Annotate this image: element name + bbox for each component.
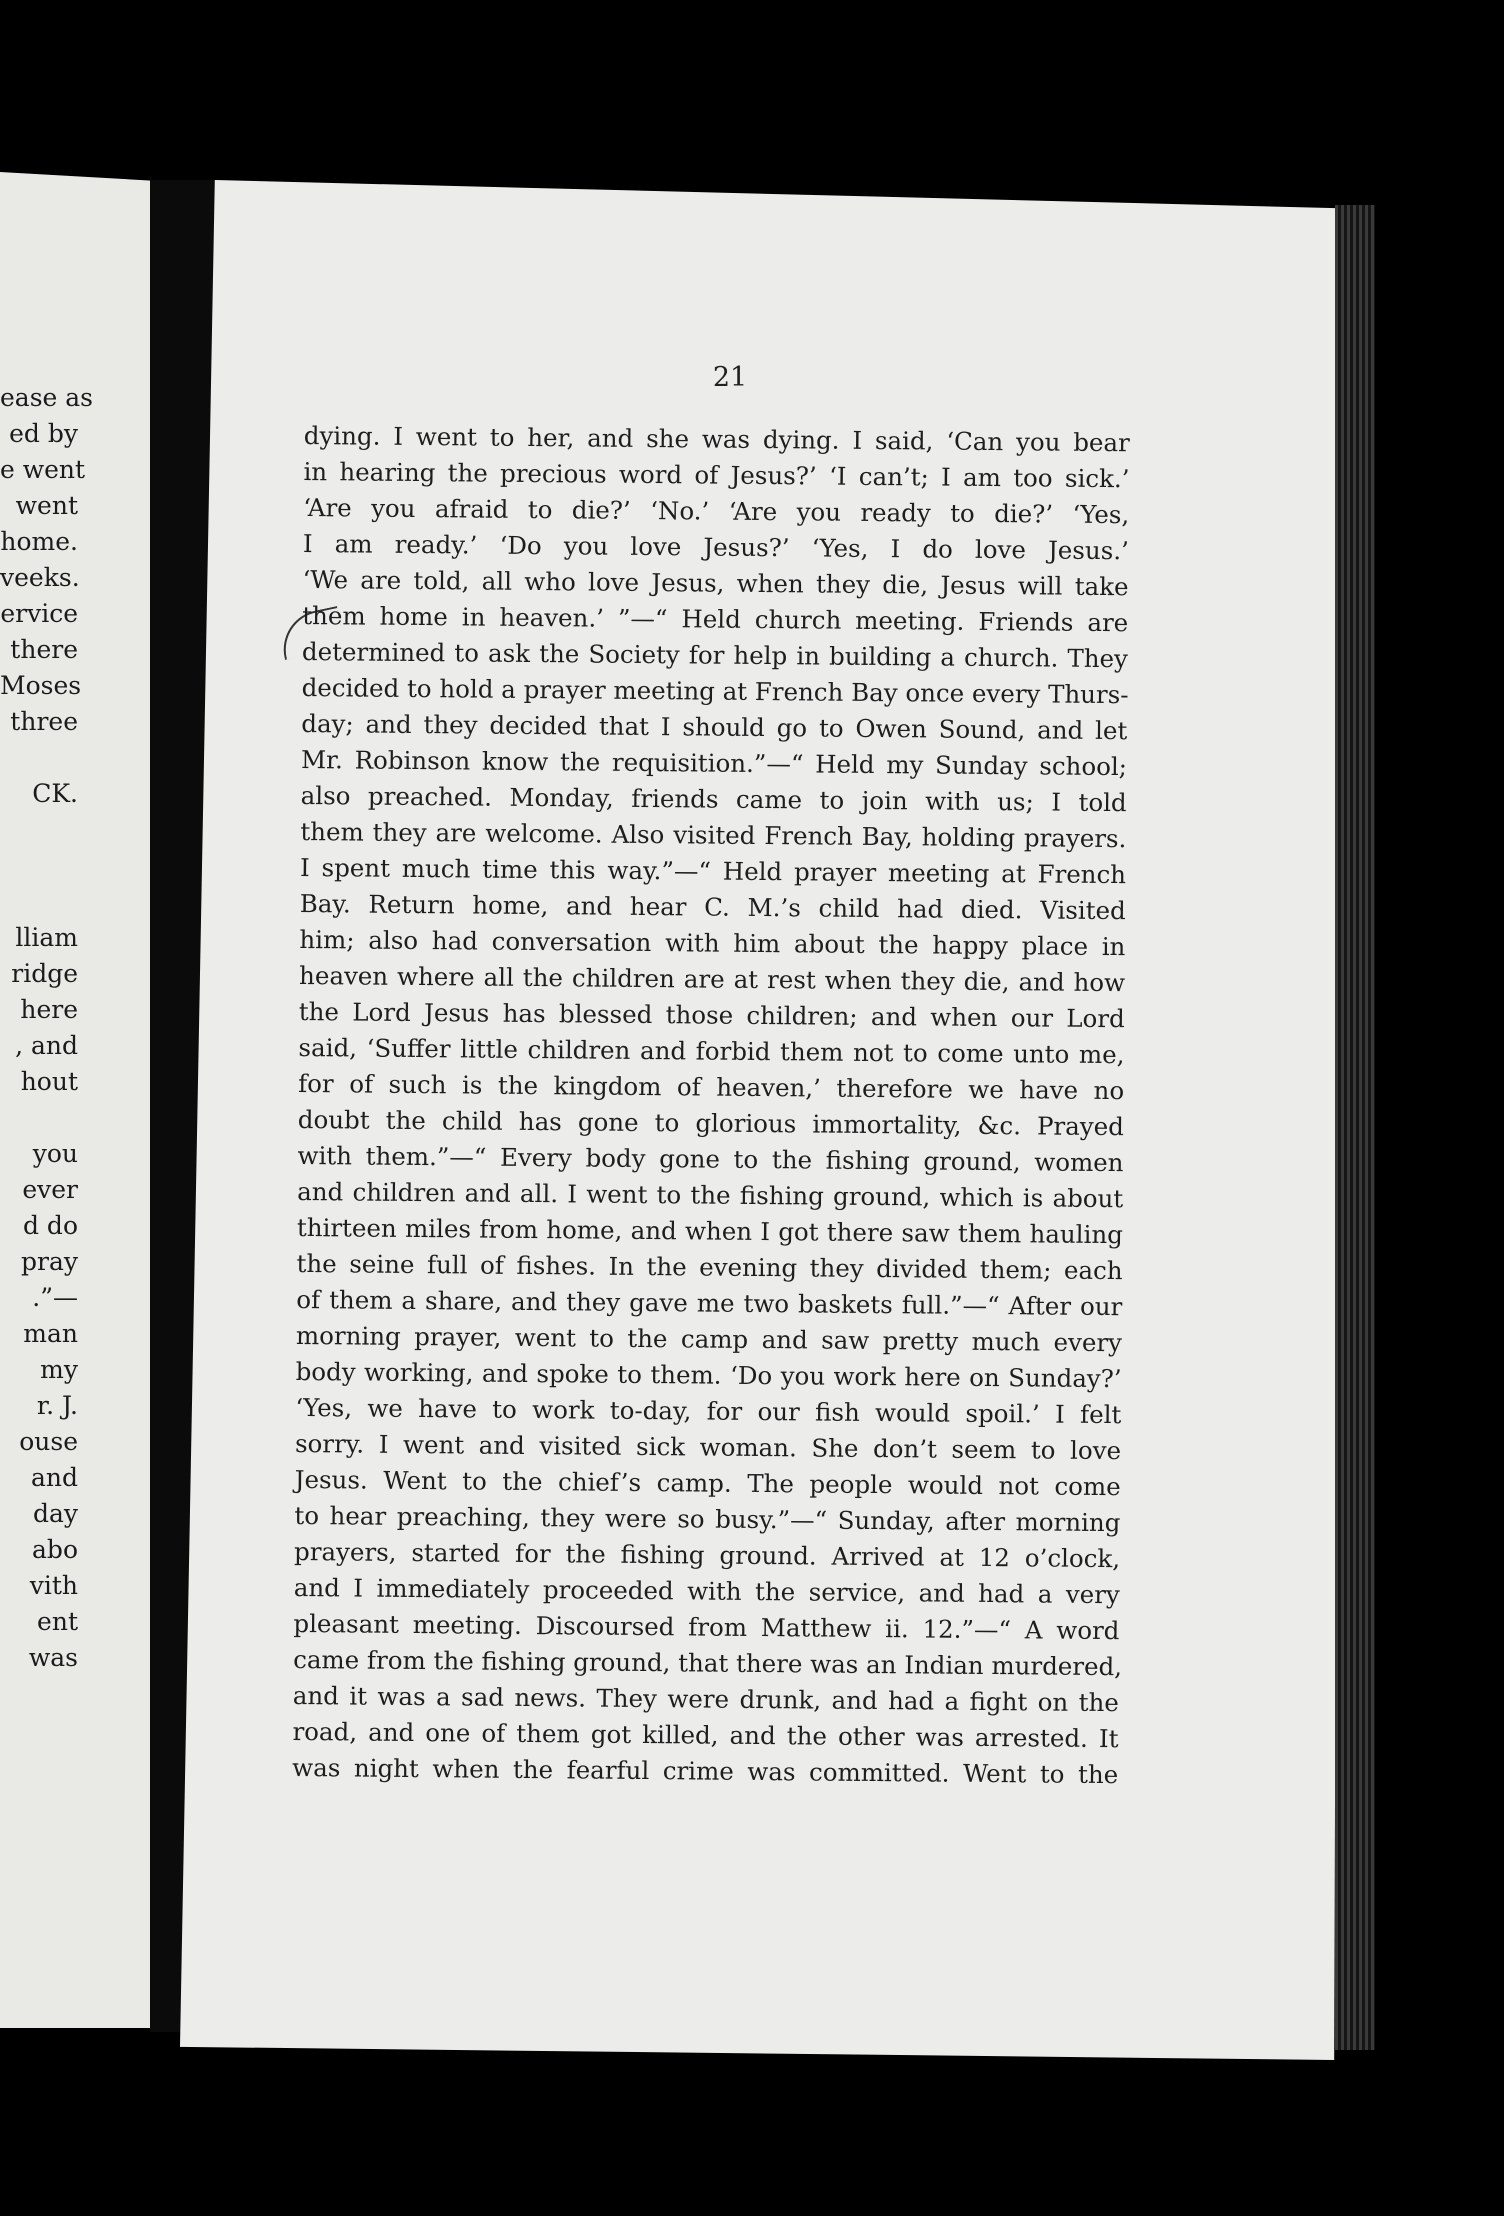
text-line: heaven where all the children are at rest when they die, and how: [299, 960, 1126, 998]
text-line: Bay. Return home, and hear C. M.’s child had died. Visited: [299, 888, 1126, 926]
left-page-fragment: ease as: [0, 383, 94, 412]
text-line: them home in heaven.’ ”—“ Held church meeting. Friends are: [302, 600, 1129, 638]
left-page-fragment: home.: [0, 527, 78, 556]
text-line: Mr. Robinson know the requisition.”—“ Held my Sunday school;: [300, 744, 1128, 782]
text-line: the seine full of fishes. In the evening they divided them; each: [296, 1248, 1123, 1286]
text-line: with them.”—“ Every body gone to the fishing ground, women: [297, 1140, 1124, 1178]
left-page-fragment: d do: [22, 1211, 78, 1240]
page-body-text: [292, 418, 1130, 1793]
text-line: prayers, started for the fishing ground. Arrived at 12 o’clock,: [293, 1536, 1121, 1574]
text-line: decided to hold a prayer meeting at French Bay once every Thurs-: [301, 672, 1129, 710]
left-page-fragment: abo: [32, 1535, 78, 1564]
text-line: to hear preaching, they were so busy.”—“ Sunday, after morning: [294, 1500, 1121, 1538]
left-page-fragment: here: [20, 995, 78, 1024]
left-page-fragment: there: [10, 635, 78, 664]
left-page-fragment: pray: [21, 1247, 78, 1276]
left-page-fragment: lliam: [15, 923, 78, 952]
left-page-fragment: [0, 1100, 78, 1136]
text-line: day; and they decided that I should go to Owen Sound, and let: [301, 708, 1128, 746]
text-line: and I immediately proceeded with the service, and had a very: [293, 1572, 1120, 1610]
text-line: morning prayer, went to the camp and saw pretty much every: [295, 1320, 1123, 1358]
text-line: them they are welcome. Also visited French Bay, holding prayers.: [300, 816, 1127, 854]
text-line: pleasant meeting. Discoursed from Matthew ii. 12.”—“ A word: [293, 1608, 1120, 1646]
text-line: said, ‘Suffer little children and forbid them not to come unto me,: [298, 1032, 1125, 1070]
left-page-fragment: vith: [29, 1571, 78, 1600]
left-page-fragment: ent: [37, 1607, 78, 1636]
left-page-fragment: r. J.: [36, 1391, 78, 1420]
left-page-fragment: my: [40, 1355, 78, 1384]
left-page-fragment: hout: [20, 1067, 78, 1096]
left-page-fragment: CK.: [32, 779, 78, 808]
left-page-fragment: [0, 884, 78, 920]
text-line: road, and one of them got killed, and the other was arrested. It: [292, 1716, 1119, 1754]
left-page-fragment: man: [23, 1319, 78, 1348]
text-line: Jesus. Went to the chief’s camp. The people would not come: [294, 1464, 1121, 1502]
text-line: and children and all. I went to the fishing ground, which is about: [297, 1176, 1124, 1214]
text-line: for of such is the kingdom of heaven,’ therefore we have no: [298, 1068, 1125, 1106]
text-line: determined to ask the Society for help in building a church. They: [301, 636, 1129, 674]
left-page-fragment: .”—: [32, 1283, 78, 1312]
page-edges: [1335, 205, 1375, 2050]
left-page-fragment: ouse: [19, 1427, 78, 1456]
left-page-fragment: e went: [0, 455, 86, 484]
text-line: body working, and spoke to them. ‘Do you work here on Sunday?’: [295, 1356, 1122, 1394]
text-line: and it was a sad news. They were drunk, and had a fight on the: [292, 1680, 1119, 1718]
text-line: ‘We are told, all who love Jesus, when they die, Jesus will take: [302, 564, 1129, 602]
left-page-fragment: veeks.: [0, 563, 80, 592]
left-page-fragment: [0, 848, 78, 884]
text-line: I am ready.’ ‘Do you love Jesus?’ ‘Yes, I do love Jesus.’: [302, 528, 1129, 566]
left-page-fragment: ridge: [11, 959, 78, 988]
left-page-fragment: [0, 740, 78, 776]
text-line: also preached. Monday, friends came to join with us; I told: [300, 780, 1127, 818]
text-line: I spent much time this way.”—“ Held prayer meeting at French: [299, 852, 1127, 890]
text-line: sorry. I went and visited sick woman. She don’t seem to love: [294, 1428, 1122, 1466]
left-page-fragment: and: [30, 1463, 78, 1492]
page-number: 21: [712, 362, 748, 393]
text-line: dying. I went to her, and she was dying. I said, ‘Can you bear: [303, 420, 1130, 458]
left-page-fragment: [0, 812, 78, 848]
left-page-fragment: Moses: [0, 671, 82, 700]
text-line: came from the fishing ground, that there was an Indian murdered,: [293, 1644, 1123, 1682]
left-page-fragment: went: [15, 491, 78, 520]
text-line: in hearing the precious word of Jesus?’ ‘I can’t; I am too sick.’: [303, 456, 1130, 494]
text-line: the Lord Jesus has blessed those children; and when our Lord: [298, 996, 1125, 1034]
text-line: doubt the child has gone to glorious immortality, &c. Prayed: [297, 1104, 1124, 1142]
left-page-fragment: ervice: [0, 599, 78, 628]
left-page-text-fragments: [0, 380, 94, 1676]
left-page-fragment: ed by: [9, 419, 78, 448]
text-line: ‘Are you afraid to die?’ ‘No.’ ‘Are you ready to die?’ ‘Yes,: [303, 492, 1130, 530]
text-line: ‘Yes, we have to work to-day, for our fish would spoil.’ I felt: [295, 1392, 1122, 1430]
left-page-fragment: you: [32, 1139, 78, 1168]
text-line: was night when the fearful crime was committed. Went to the: [292, 1752, 1119, 1790]
left-page-fragment: day: [32, 1499, 78, 1528]
text-line: him; also had conversation with him about the happy place in: [299, 924, 1126, 962]
left-page-fragment: three: [10, 707, 78, 736]
left-page-fragment: , and: [15, 1031, 78, 1060]
text-line: thirteen miles from home, and when I got there saw them hauling: [296, 1212, 1124, 1250]
text-line: of them a share, and they gave me two baskets full.”—“ After our: [296, 1284, 1123, 1322]
left-page-fragment: ever: [22, 1175, 78, 1204]
left-page-fragment: was: [28, 1643, 78, 1672]
